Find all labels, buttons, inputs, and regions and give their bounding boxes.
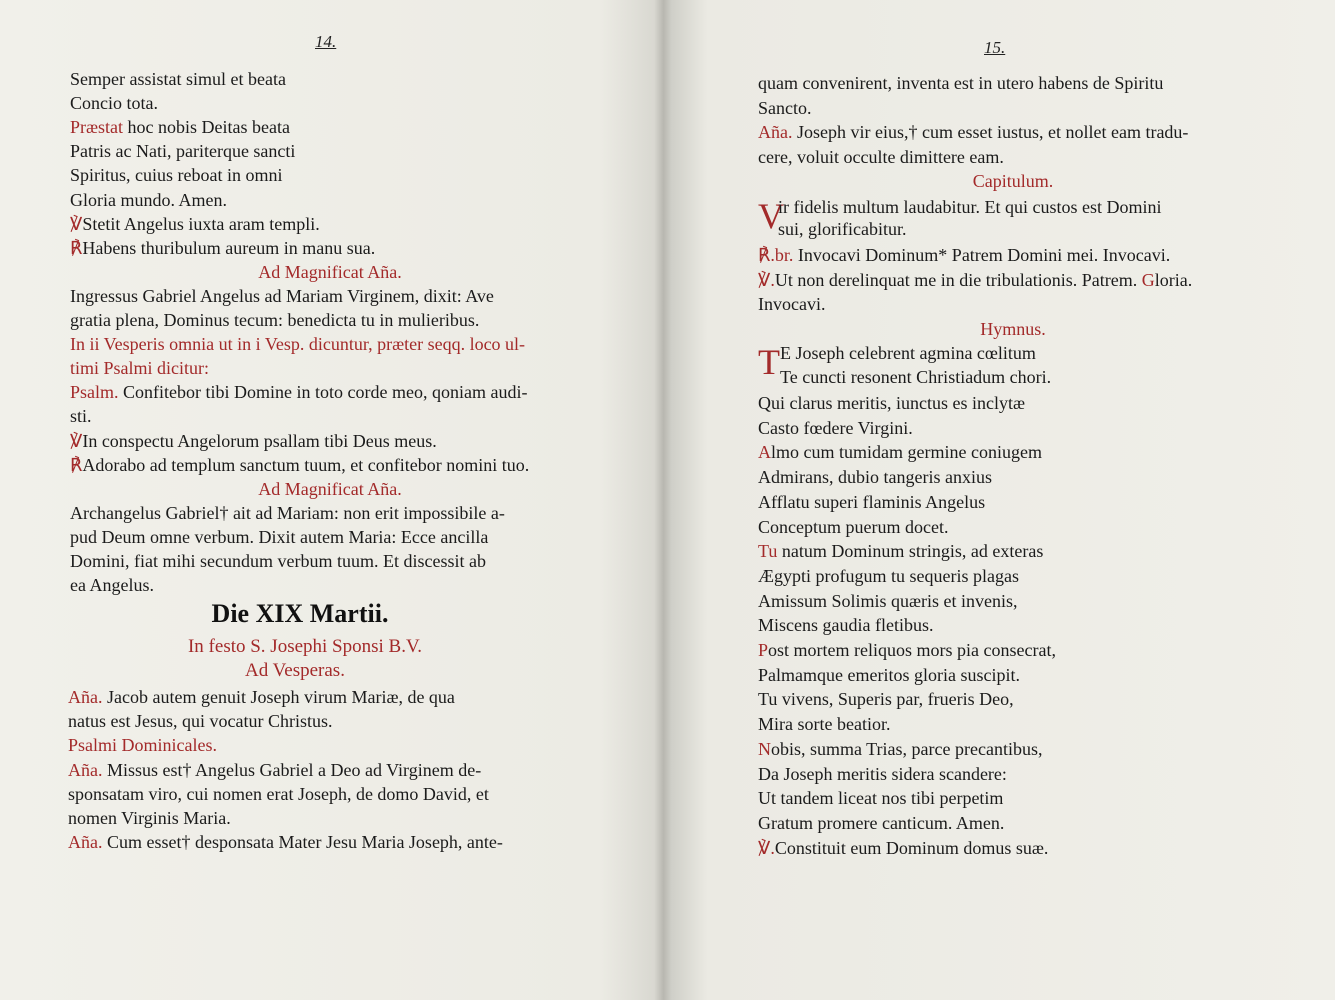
body-text: sti. <box>70 406 92 427</box>
text-line <box>758 664 1020 686</box>
text-line <box>70 309 479 331</box>
text-line <box>758 812 1004 834</box>
body-text: ost mortem reliquos mors pia consecrat, <box>768 640 1056 660</box>
body-text: natum Dominum stringis, ad exteras <box>777 541 1044 562</box>
body-text: Ut tandem liceat nos tibi perpetim <box>758 788 1004 809</box>
text-line <box>68 686 455 708</box>
body-text: Conceptum puerum docet. <box>758 516 949 537</box>
body-text: Tu vivens, Superis par, frueris Deo, <box>758 689 1014 710</box>
body-text: hoc nobis Deitas beata <box>123 117 290 138</box>
text-line <box>70 333 525 355</box>
feast-subheading: In festo S. Josephi Sponsi B.V. <box>187 636 422 657</box>
body-text: Concio tota. <box>70 93 158 114</box>
left-page <box>0 0 662 1000</box>
body-text: Casto fœdere Virgini. <box>758 417 913 438</box>
body-text: Da Joseph meritis sidera scandere: <box>758 763 1007 784</box>
text-line <box>68 710 332 732</box>
text-line <box>758 540 1043 562</box>
body-text: Mira sorte beatior. <box>758 714 891 735</box>
section-heading <box>70 261 590 283</box>
body-text: Invocavi. <box>758 294 826 314</box>
rubric-text: ℣ <box>70 430 83 451</box>
text-line <box>758 121 1188 143</box>
rubric-text: Psalmi Dominicales. <box>68 735 217 756</box>
page-number: 15. <box>984 38 1006 57</box>
body-text: Invocavi Dominum* Patrem Domini mei. Invocavi. <box>793 245 1171 265</box>
body-text: gratia plena, Dominus tecum: benedicta tu in mulieribus. <box>70 310 480 330</box>
capitulum-text <box>758 196 1268 246</box>
text-line <box>758 763 1007 785</box>
body-text: Ut non derelinquat me in die tribulationis. Patrem. <box>774 269 1142 290</box>
text-line <box>758 614 933 636</box>
text-line <box>758 466 992 488</box>
rubric-text: N <box>758 738 771 759</box>
rubric-text: ℣ <box>70 213 83 234</box>
rubric-text: In ii Vesperis omnia ut in i Vesp. dicuntur, præter seqq. loco ul- <box>70 334 526 355</box>
text-line <box>758 97 812 119</box>
body-text: Ingressus Gabriel Angelus ad Mariam Virginem, dixit: Ave <box>70 285 494 306</box>
text-line <box>70 454 529 476</box>
body-text: ea Angelus. <box>70 575 154 596</box>
hymn-opening <box>758 342 1268 392</box>
text-line <box>758 837 1048 859</box>
body-text: Ægypti profugum tu sequeris plagas <box>758 565 1019 586</box>
text-line: E Joseph celebrent agmina cœlitum <box>780 343 1036 363</box>
body-text: Adorabo ad templum sanctum tuum, et confitebor nomini tuo. <box>82 454 530 475</box>
text-line <box>70 381 527 403</box>
text-line <box>70 526 488 548</box>
text-line <box>68 783 489 805</box>
body-text: obis, summa Trias, parce precantibus, <box>771 738 1043 759</box>
body-text: Spiritus, cuius reboat in omni <box>70 165 283 186</box>
rubric-text: ℟ <box>70 454 83 475</box>
body-text: Constituit eum Dominum domus suæ. <box>774 837 1049 858</box>
text-line <box>758 146 1004 168</box>
text-line: ir fidelis multum laudabitur. Et qui custos est Domini <box>778 197 1162 217</box>
text-line <box>758 565 1019 587</box>
text-line <box>758 713 890 735</box>
body-text: lmo cum tumidam germine coniugem <box>771 442 1042 463</box>
text-line <box>70 502 505 524</box>
text-line <box>758 269 1192 291</box>
drop-cap: V <box>758 196 784 236</box>
rubric-text: Tu <box>758 541 778 562</box>
rubric-text: ℟ <box>70 237 83 258</box>
body-text: Missus est† Angelus Gabriel a Deo ad Virginem de- <box>102 759 482 780</box>
section-heading <box>758 318 1268 340</box>
body-text: quam convenirent, inventa est in utero habens de Spiritu <box>758 73 1164 93</box>
text-line <box>70 164 282 186</box>
text-line <box>758 688 1014 710</box>
rubric-text: Aña. <box>68 832 103 853</box>
text-line <box>758 738 1042 760</box>
text-line <box>758 441 1042 463</box>
text-line <box>758 787 1003 809</box>
rubric-text: Aña. <box>68 687 103 707</box>
rubric-text: A <box>758 442 771 463</box>
text-line <box>70 237 375 259</box>
body-text: Semper assistat simul et beata <box>70 69 286 89</box>
text-line <box>68 831 503 853</box>
rubric-text: ℟.br. <box>758 245 794 265</box>
text-line <box>70 68 286 90</box>
rubric-text: ℣. <box>758 837 775 858</box>
body-text: In conspectu Angelorum psallam tibi Deus meus. <box>82 430 437 451</box>
text-line <box>758 293 825 315</box>
body-text: natus est Jesus, qui vocatur Christus. <box>68 711 333 732</box>
text-line <box>70 550 486 572</box>
text-line <box>68 759 481 781</box>
body-text: Confitebor tibi Domine in toto corde meo, qoniam audi- <box>118 382 528 403</box>
rubric-text: Psalm. <box>70 382 119 403</box>
feast-heading: Die XIX Martii. <box>211 599 389 628</box>
rubric-text: Capitulum. <box>972 171 1054 191</box>
text-line <box>70 140 295 162</box>
text-line <box>70 213 320 235</box>
text-line <box>758 516 948 538</box>
body-text: Joseph vir eius,† cum esset iustus, et nollet eam tradu- <box>792 122 1189 142</box>
section-heading <box>70 478 590 500</box>
body-text: Palmamque emeritos gloria suscipit. <box>758 664 1020 685</box>
body-text: nomen Virginis Maria. <box>68 808 231 828</box>
body-text: pud Deum omne verbum. Dixit autem Maria: Ecce ancilla <box>70 526 489 547</box>
body-text: Sancto. <box>758 97 812 118</box>
text-line <box>68 734 217 756</box>
body-text: sponsatam viro, cui nomen erat Joseph, de domo David, et <box>68 783 489 804</box>
body-text: Jacob autem genuit Joseph virum Mariæ, de qua <box>102 687 455 707</box>
text-line <box>70 116 290 138</box>
rubric-text: Præstat <box>70 117 124 138</box>
body-text: Archangelus Gabriel† ait ad Mariam: non erit impossibile a- <box>70 502 505 523</box>
text-line: sui, glorificabitur. <box>778 219 907 239</box>
rubric-text: G <box>1141 269 1155 290</box>
text-line <box>70 285 494 307</box>
body-text: cere, voluit occulte dimittere eam. <box>758 146 1004 167</box>
rubric-text: Hymnus. <box>980 318 1046 339</box>
text-line <box>70 430 437 452</box>
rubric-text: timi Psalmi dicitur: <box>70 358 209 379</box>
body-text: Stetit Angelus iuxta aram templi. <box>82 213 320 234</box>
rubric-text: P <box>758 640 769 660</box>
body-text: Patris ac Nati, pariterque sancti <box>70 141 296 162</box>
text-line <box>758 417 913 439</box>
body-text: Qui clarus meritis, iunctus es inclytæ <box>758 393 1025 413</box>
text-line: Te cuncti resonent Christiadum chori. <box>780 367 1052 387</box>
rubric-text: Ad Magnificat Aña. <box>258 261 402 282</box>
page-number: 14. <box>315 32 337 51</box>
body-text: Habens thuribulum aureum in manu sua. <box>82 237 376 258</box>
text-line <box>70 357 209 379</box>
body-text: Gratum promere canticum. Amen. <box>758 812 1005 833</box>
text-line <box>70 189 227 211</box>
body-text: Miscens gaudia fletibus. <box>758 615 934 636</box>
text-line <box>758 392 1025 414</box>
section-heading <box>758 170 1268 192</box>
text-line <box>758 639 1056 661</box>
body-text: Domini, fiat mihi secundum verbum tuum. Et discessit ab <box>70 551 486 571</box>
body-text: Gloria mundo. Amen. <box>70 189 227 210</box>
body-text: Amissum Solimis quæris et invenis, <box>758 590 1018 611</box>
text-line <box>68 807 231 829</box>
body-text: Admirans, dubio tangeris anxius <box>758 467 992 488</box>
text-line <box>758 491 985 513</box>
text-line <box>758 590 1018 612</box>
feast-office: Ad Vesperas. <box>245 660 345 681</box>
body-text: loria. <box>1154 269 1193 290</box>
body-text: Cum esset† desponsata Mater Jesu Maria Joseph, ante- <box>102 832 503 853</box>
body-text: Afflatu superi flaminis Angelus <box>758 491 986 512</box>
rubric-text: Aña. <box>758 122 793 142</box>
rubric-text: Aña. <box>68 759 103 780</box>
right-page <box>668 0 1335 1000</box>
rubric-text: Ad Magnificat Aña. <box>258 478 402 499</box>
text-line <box>758 72 1163 94</box>
text-line <box>70 92 158 114</box>
text-line <box>70 405 92 427</box>
text-line <box>70 574 154 596</box>
drop-cap: T <box>758 342 780 382</box>
text-line <box>758 244 1170 266</box>
rubric-text: ℣. <box>758 269 775 290</box>
